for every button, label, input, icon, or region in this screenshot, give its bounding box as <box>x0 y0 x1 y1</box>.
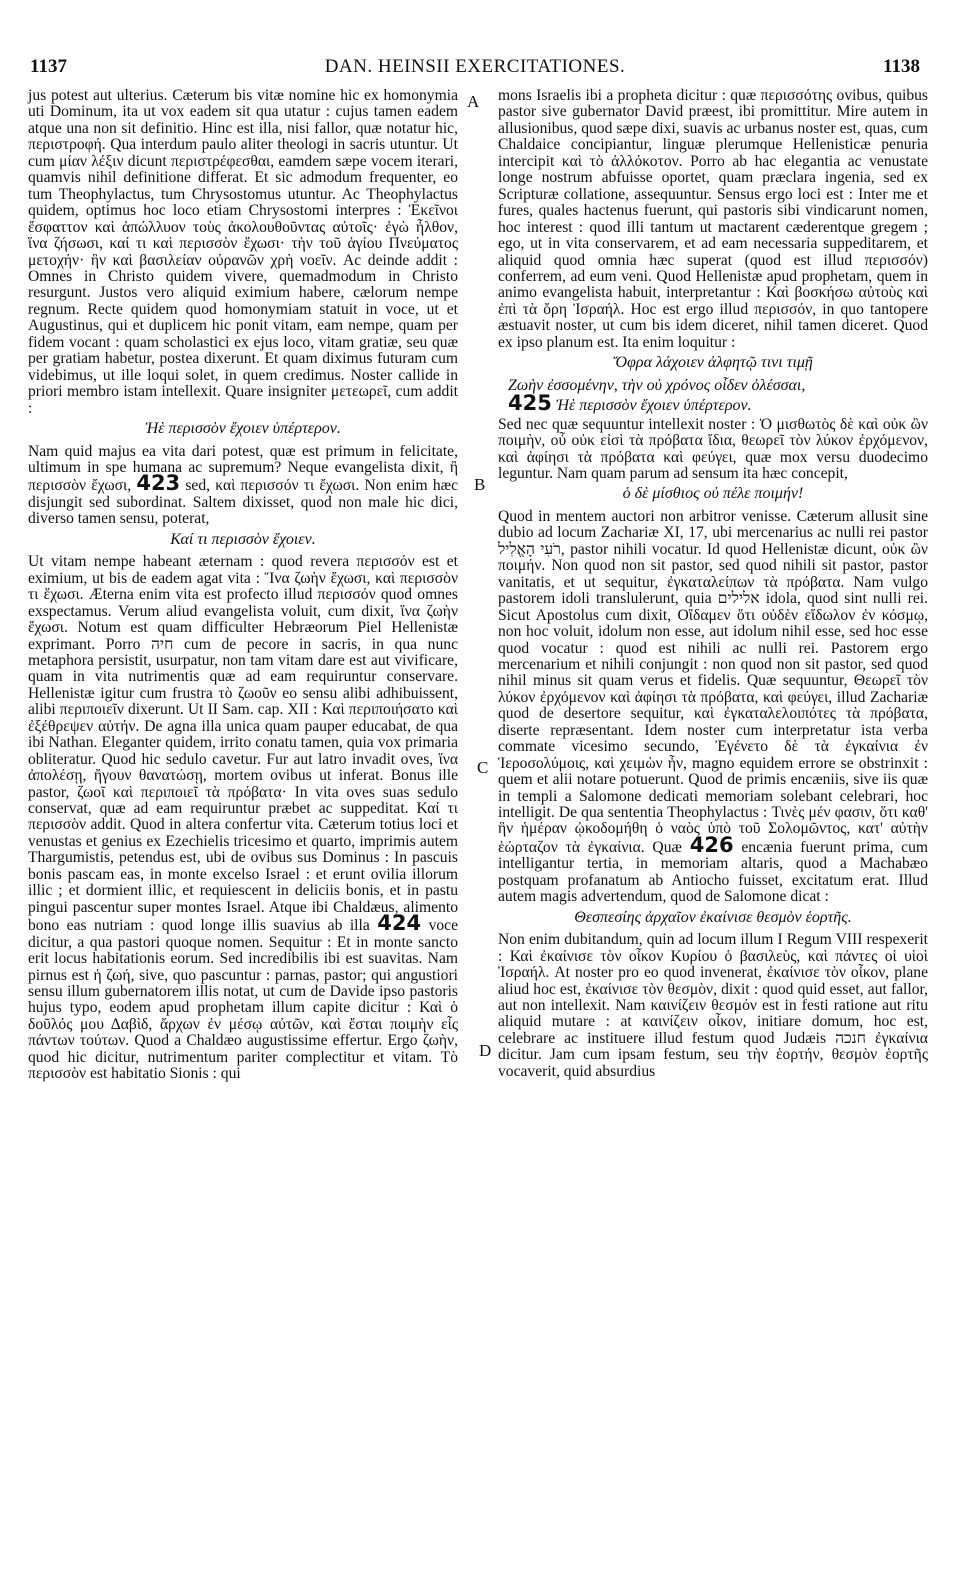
left-verse-2: Καί τι περισσὸν ἔχοιεν. <box>170 530 316 548</box>
right-paragraph-1: mons Israelis ibi a propheta dicitur : quæ περισσότης ovibus, quibus pastor sive gubernator David præest, ibi promittitur. Mire autem in allusionibus, quod sæpe dixi, suavis ac urbanus noster est, quas, cum Chaldaice concipiantur, linguæ plerumque Hellenisticæ penuria intercipit καὶ τὸ ἀλλόκοτον. Porro ab hac elegantia ac venustate longe nostrum abfuisse oportet, quam præclara ingenia, sed ex Scripturæ collatione, assequuntur. Sensus ergo loci est : Inter me et fures, quales hactenus fuerunt, qui pastoris sibi vindicarunt nomen, hoc interest : quod illi tantum ut mactarent cæderentque gregem ; ego, ut in vita conservarem, et ad eam necessaria suppeditarem, et aliquid quod omnia hæc superat (quod est illud περισσόν) conferrem, ad eum veni. Quod Hellenistæ apud prophetam, quem in animo evangelista habuit, interpretantur : Καὶ βοσκήσω αὐτοὺς καὶ ἐπὶ τὰ ὄρη Ἰσραήλ. Hoc est ergo illud περισσόν, in quo tantopere æstuavit noster, ut cum bis idem diceret, nihil tamen diceret. Quod ex ipso planum est. Ita enim loquitur : <box>498 87 928 351</box>
running-header <box>30 56 920 84</box>
left-column <box>28 88 458 1083</box>
right-paragraph-2: Sed nec quæ sequuntur intellexit noster : Ὁ μισθωτὸς δὲ καὶ οὐκ ὢν ποιμὴν, οὗ οὐκ εἰσὶ τὰ πρόβατα ἴδια, θεωρεῖ τὸν λύκον ἐρχόμενον, καὶ ἀφίησι τὰ πρόβατα καὶ φεύγει, quæ mox versu duodecimo leguntur. Nam quam parum ad sensum ita hæc concepit, <box>498 415 928 482</box>
running-title: DAN. HEINSII EXERCITATIONES. <box>324 56 626 77</box>
right-verse-2: Ζωὴν ἐσσομένην, τὴν οὐ χρόνος οἶδεν ὀλέσσαι, <box>508 376 806 394</box>
right-paragraph-3b: , pastor nihili vocatur. Id quod Hellenistæ dicunt, οὐκ ὢν ποιμήν. Non quod non sit pastor, sed quod nihili sit pastor, pastor vanitatis, et ut sequitur, ἐγκαταλείπων τὰ πρόβατα. Nam vulgo pastorem idoli translulerunt, quia <box>498 540 928 608</box>
right-paragraph-3a: Quod in mentem auctori non arbitror venisse. Cæterum allusit sine dubio ad locum Zachariæ XI, 17, ubi mercenarius ac nulli rei pastor <box>498 507 928 542</box>
right-verse-3: Ἠὲ περισσὸν ἔχοιεν ὑπέρτερον. <box>555 397 752 415</box>
left-verse-1: Ἠὲ περισσὸν ἔχοιεν ὑπέρτερον. <box>145 420 341 438</box>
right-verse-5: Θεσπεσίης ἀρχαῖον ἐκαίνισε θεσμὸν ἑορτῆς. <box>574 908 852 926</box>
right-verse-1: Ὄφρα λάχοιεν ἀλφητῷ τινι τιμῇ <box>613 354 813 372</box>
right-paragraph-3c: idola, quod sint nulli rei. Sicut Apostolus cum dixit, Οἴδαμεν ὅτι οὐδὲν εἴδωλον ἐν κόσμῳ, non hoc voluit, idolum non esse, aut idolum nihil esse, sed hoc esse quod vocatur : quod est nihili ac nulli rei. Pastorem ergo mercenarium et nihili conjungit : non quod non sit pastor, sed quod nihil minus sit quam verus et fidelis. Quæ sequuntur, Θεωρεῖ τὸν λύκον ἐρχόμενον καὶ ἀφίησι τὰ πρόβατα, καὶ φεύγει, illud Zachariæ quod de desertore sequitur, καὶ ἐγκαταλελοιπότες τὰ πρόβατα, diserte repræsentant. Idem noster cum interpretatur ista verba commate vicesimo secundo, Ἐγένετο δὲ τὰ ἐγκαίνια ἐν Ἱεροσολύμοις, καὶ χειμὼν ἦν, magno equidem errore se obstrinxit : quem et alii notare potuerunt. Quod de primis encæniis, sive iis quæ in templi a Salomone dedicati memoriam solebant celebrari, hoc intelligit. De qua sententia Theophylactus : Τινὲς μέν φασιν, ὅτι καθ' ἣν ἡμέραν ᾠκοδομήθη ὁ ναὸς ὑπὸ τοῦ Σολομῶντος, κατ' αὐτὴν ἑώρταζον τὰ ἐγκαίνια. Quæ <box>498 590 928 856</box>
right-paragraph-4a: Non enim dubitandum, quin ad locum illum I Regum VIII respexerit : Καὶ ἐκαίνισε τὸν οἶκον Κυρίου ὁ βασιλεὺς, καὶ πάντες οἱ υἱοὶ Ἰσραήλ. At noster pro eo quod invenerat, ἐκαίνισε τὸν οἶκον, plane aliud hoc est, ἐκαίνισε τὸν θεσμὸν, dixit : quod quid esset, aut fallor, aut non intellexit. Nam καινίζειν θεσμόν est in festi ratione aut ritu aliquid mutare : at καινίζειν οἶκον, initiare domum, hoc est, celebrare ac instituere illud festum quod Judæis <box>498 931 928 1047</box>
left-paragraph-2b: sed, καὶ περισσόν τι ἔχωσι. Non enim hæc disjungit sed subordinat. Saltem dixisset, quod non male hic dici, diverso tamen sensu, poterat, <box>28 477 458 528</box>
right-paragraph-3d: encænia fuerunt prima, cum intelligantur tertia, in memoriam altaris, quod a Machabæo postquam profanatum ab Antiocho fuisset, excitatum erat. Illud autem magis advertendum, quod de Salomone dicat : <box>498 838 929 906</box>
column-number-426: 426 <box>689 832 734 857</box>
right-page-number: 1138 <box>883 56 920 77</box>
margin-letter-c: C <box>477 758 489 777</box>
left-paragraph-2a: Nam quid majus ea vita dari potest, quæ est primum in felicitate, ultimum in spe humana ac supremum? Neque evangelista dixit, ἢ περισσὸν ἔχωσι, <box>28 442 458 495</box>
margin-letter-d: D <box>479 1041 492 1060</box>
column-number-424: 424 <box>377 911 422 936</box>
margin-letter-b: B <box>474 475 486 494</box>
hebrew-word-2: רֹעִי הָאֱלִיל <box>498 540 561 558</box>
right-paragraph-4b: ἐγκαίνια dicitur. Jam cum ipsam festum, seu τὴν ἑορτήν, θεσμὸν ἑορτῆς vocaverit, quid absurdius <box>498 1029 928 1080</box>
left-paragraph-3c: voce dicitur, a qua pastori quoque nomen. Sequitur : Et in monte sancto erit locus habitationis eorum. Sed incredibilis ibi est suavitas. Nam pirnus est ἡ ζωή, sive, quo pascuntur : parnas, pastor; qui angustiori sensu illum gubernatorem illis notat, ut cum de Davide ipso pastoris hujus typo, eodem apud prophetam illum capite dicitur : Καὶ ὁ δοῦλός μου Δαβὶδ, ἄρχων ἐν μέσῳ αὐτῶν, καὶ ἔσται ποιμὴν εἷς πάντων τούτων. Quod a Chaldæo augustissime effertur. Ergo ζωὴν, quod hic dicitur, nutrimentum pariter complectitur et vitam. Τὸ περισσὸν est habitatio Sionis : qui <box>28 917 458 1083</box>
column-number-423: 423 <box>136 471 181 496</box>
column-number-425: 425 <box>508 391 552 416</box>
right-paragraph-3 <box>498 509 928 906</box>
hebrew-word-1: חיה <box>151 635 174 653</box>
left-paragraph-2 <box>28 444 458 528</box>
left-paragraph-1: jus potest aut ulterius. Cæterum bis vitæ nomine hic ex homonymia uti Dominum, ita ut vox eadem sit qua utatur : cujus tamen eadem atque una non sit definitio. Hinc est illa, nisi fallor, quæ notatur hic, περιστροφή. Qua interdum paulo aliter theologi in sacris utuntur. Ut cum μίαν λέξιν dicunt περιστρέφεσθαι, eamdem sæpe vocem iterari, quamvis nihil definitione differat. Et sic admodum frequenter, eo tum Theophylactus, tum Chrysostomus utuntur. Ac Theophylactus quidem, optimus hoc loco etiam Chrysostomi interpres : Ἐκεῖνοι ἔσφαττον καὶ ἀπώλλυον τοὺς ἀκολουθοῦντας αὐτοῖς· ἐγὼ ἦλθον, ἵνα ζήσωσι, καί τι καὶ περισσὸν ἔχωσι· τὴν τοῦ ἁγίου Πνεύματος μετοχήν· ἣν καὶ βασιλείαν οὐρανῶν χρὴ νοεῖν. Ac deinde addit : Omnes in Christo quidem vivere, quemadmodum in Christo resurgunt. Justos vero aliquid eximium habere, cælorum nempe regnum. Recte quidem quod homonymiam statuit in voce, ut et Augustinus, qui et duplicem hic ponit vitam, eam nempe, quam per fidem vocant : quam scholastici ex ejus loco, vitam gratiæ, seu quæ per gratiam habetur, postea dixerunt. Et quam diximus futuram cum videbimus, ut ille loqui solet, in quem credimus. Noster callide in priori membro istam intellexit. Quare insigniter μετεωρεῖ, cum addit : <box>28 87 458 417</box>
right-verse-3-line <box>508 391 928 416</box>
right-column <box>498 88 928 1080</box>
right-paragraph-4 <box>498 932 928 1080</box>
margin-letter-a: A <box>467 92 480 111</box>
left-paragraph-3b: cum de pecore in sacris, in qua nunc metaphora persistit, usurpatur, non tam vitam dare est aut vivificare, quam in vita nutrimentis quæ ad eam requiruntur conservare. Hellenistæ igitur cum frustra τὸ ζωοῦν eo sensu alibi adhibuissent, alibi περιποιεῖν dixerunt. Ut II Sam. cap. XII : Καὶ περιποιήσατο καὶ ἐξέθρεψεν αὐτήν. De agna illa unica quam pauper educabat, de qua ibi Nathan. Eleganter quidem, irrito conatu tamen, quia vox primaria obliteratur. Quod hic sedulo cavetur. Fur aut latro invadit oves, ἵνα ἀπολέσῃ, ἤγουν θανατώσῃ, mortem ovibus ut inferat. Bonus ille pastor, ζωοῖ καὶ περιποιεῖ τὰ πρόβατα· In vita oves suas sedulo conservat, quæ ad eam requiruntur præbet ac suppeditat. Καί τι περισσὸν addit. Quod in altera confertur vita. Cæterum totius loci et venustas et genius ex Ezechielis tricesimo et quarto, imprimis autem Thargumistis, petendus est, ubi de ovibus sus Dominus : In pascuis bonis pascam eas, in monte excelso Israel : et erunt ovilia illorum illic ; et dormient illic, et requiescent in deliciis bonis, et in pastu pingui pascentur super montes Israel. Atque ibi Chaldæus, alimento bono eas nutriam : quod longe illis suavius ab illa <box>28 635 458 935</box>
left-page-number: 1137 <box>30 56 67 77</box>
right-verse-4: ὁ δὲ μίσθιος οὐ πέλε ποιμήν! <box>622 485 804 503</box>
left-paragraph-3a: Ut vitam nempe habeant æternam : quod revera περισσόν est et eximium, ut bis de eadem agat vita : Ἵνα ζωὴν ἔχωσι, καὶ περισσὸν τι ἔχωσι. Æterna enim vita est profecto illud περισσόν quod omnes exspectamus. Verum aliud evangelista voluit, cum dixit, ἵνα ζωὴν ἔχωσι. Notum est quam difficulter Hebræorum Piel Hellenistæ exprimant. Porro <box>28 553 458 653</box>
left-paragraph-3 <box>28 554 458 1083</box>
hebrew-word-3: אלילים <box>717 590 760 608</box>
hebrew-word-4: חנכה <box>835 1029 866 1047</box>
